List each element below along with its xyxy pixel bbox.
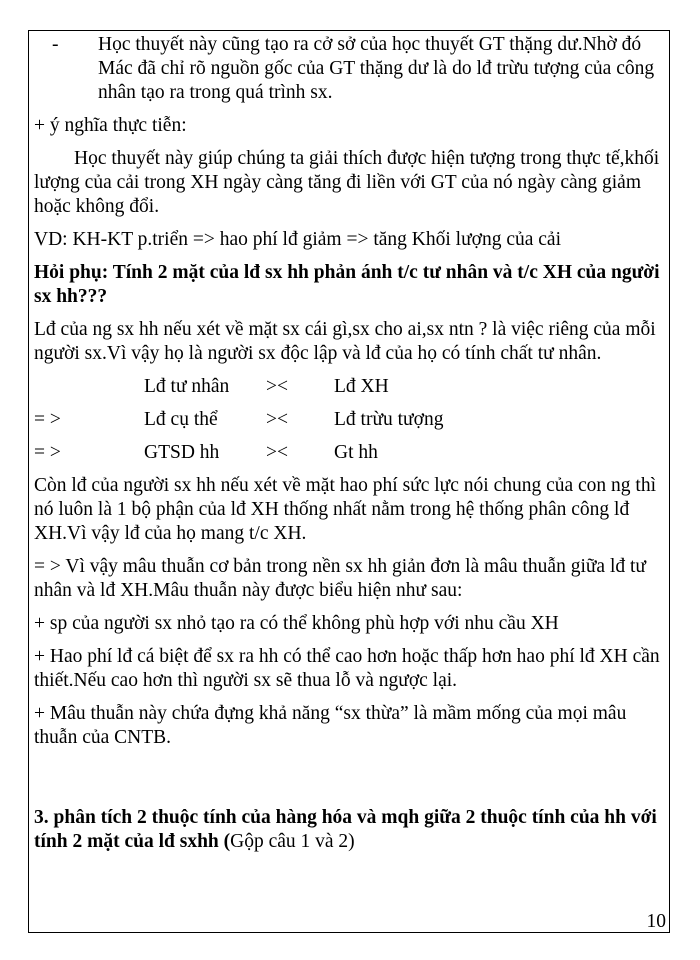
row-sign: >< <box>266 376 288 397</box>
row-right-term: Gt hh <box>334 442 378 463</box>
row-sign: >< <box>266 409 288 430</box>
row-prefix: = > <box>34 409 61 430</box>
paragraph-practical-meaning-heading: + ý nghĩa thực tiễn: <box>34 115 187 136</box>
question-3-bold-text: 3. phân tích 2 thuộc tính của hàng hóa và mqh giữa 2 thuộc tính của hh với tính 2 mặt của lđ sxhh ( <box>34 807 657 852</box>
page-number: 10 <box>646 911 666 932</box>
row-sign: >< <box>266 442 288 463</box>
paragraph-social-labor: Còn lđ của người sx hh nếu xét về mặt hao phí sức lực nói chung của con ng thì nó luôn là 1 bộ phận của lđ XH thống nhất nằm trong hệ thống phân công lđ XH.Vì vậy lđ của họ mang t/c XH. <box>34 475 657 544</box>
row-right-term: Lđ XH <box>334 376 389 397</box>
page-content <box>34 33 668 854</box>
row-left-term: Lđ cụ thể <box>144 409 218 430</box>
row-prefix <box>34 375 144 399</box>
comparison-row <box>34 408 668 432</box>
paragraph-basic-contradiction: = > Vì vậy mâu thuẫn cơ bản trong nền sx hh giản đơn là mâu thuẫn giữa lđ tư nhân và lđ XH.Mâu thuẫn này được biểu hiện như sau: <box>34 556 646 601</box>
paragraph-theory-basis: Học thuyết này cũng tạo ra cở sở của học thuyết GT thặng dư.Nhờ đó Mác đã chỉ rõ nguồn gốc của GT thặng dư là do lđ trừu tượng của công nhân tạo ra trong quá trình sx. <box>98 34 655 103</box>
bullet-paragraph <box>34 33 668 105</box>
comparison-row <box>34 375 668 399</box>
row-left-term: Lđ tư nhân <box>144 376 230 397</box>
dash-marker: - <box>52 34 59 55</box>
paragraph-overproduction: + Mâu thuẫn này chứa đựng khả năng “sx thừa” là mầm mống của mọi mâu thuẫn của CNTB. <box>34 703 627 748</box>
paragraph-example: VD: KH-KT p.triển => hao phí lđ giảm => tăng Khối lượng của cải <box>34 229 561 250</box>
comparison-row <box>34 441 668 465</box>
paragraph-individual-labor-cost: + Hao phí lđ cá biệt để sx ra hh có thể cao hơn hoặc thấp hơn hao phí lđ XH cần thiết.Nếu cao hơn thì người sx sẽ thua lỗ và ngược lại. <box>34 646 660 691</box>
question-3-heading <box>34 806 668 854</box>
row-prefix: = > <box>34 442 61 463</box>
paragraph-private-labor: Lđ của ng sx hh nếu xét về mặt sx cái gì,sx cho ai,sx ntn ? là việc riêng của mỗi người sx.Vì vậy họ là người sx độc lập và lđ của họ có tính chất tư nhân. <box>34 319 656 364</box>
row-left-term: GTSD hh <box>144 442 220 463</box>
paragraph-practical-meaning: Học thuyết này giúp chúng ta giải thích được hiện tượng trong thực tế,khối lượng của cải trong XH ngày càng tăng đi liền với GT của nó ngày càng giảm hoặc không đổi. <box>34 148 660 217</box>
question-3-note: Gộp câu 1 và 2) <box>230 831 355 852</box>
row-right-term: Lđ trừu tượng <box>334 409 444 430</box>
sub-question-heading: Hỏi phụ: Tính 2 mặt của lđ sx hh phản ánh t/c tư nhân và t/c XH của người sx hh??? <box>34 262 660 307</box>
paragraph-product-mismatch: + sp của người sx nhỏ tạo ra có thể không phù hợp với nhu cầu XH <box>34 613 559 634</box>
